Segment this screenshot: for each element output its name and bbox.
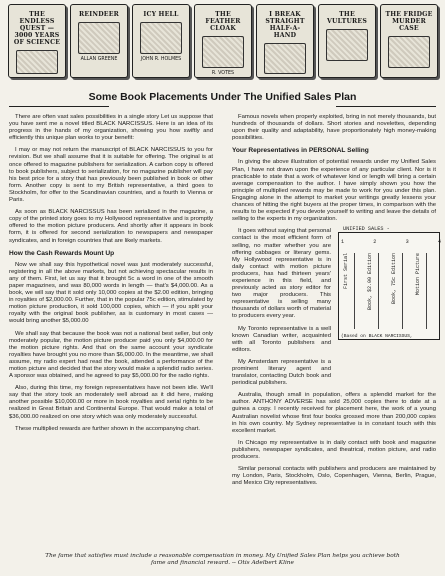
body-paragraph: In giving the above illustration of potential rewards under my Unified Sales Plan, I have not drawn upon the experience of any particular client. Nor is it practicable to state that a work of whatever kind or length will bring a certain average compensation to the author. I have simply shown you how the principle of multiplied rewards may be made to work for you under this plan. Engaging alone in the attempt to market your writings greatly lessens your chances of hitting the right buyers at the proper times, in comparison with the results to be expected if you devote yourself to writing and leave the details of selling to the experts in my organization. xyxy=(232,159,436,223)
chart-title: UNIFIED SALES - xyxy=(343,226,390,232)
book-illustration xyxy=(388,36,430,68)
body-paragraph: There are often vast sales possibilities in a single story Let us suppose that you have sent me a novel titled BLACK NARCISSUS. Here is an idea of its progress in the hands of my organization, showing you how swiftly and efficiently this unique plan works to your benefit: xyxy=(9,114,213,142)
headline-rule-left xyxy=(9,106,109,107)
chart-number: 1 xyxy=(341,239,345,245)
section-heading: How the Cash Rewards Mount Up xyxy=(9,249,115,257)
book-author: ALLAN GREENE xyxy=(80,57,118,62)
book-title: THE VULTURES xyxy=(327,11,367,25)
book-author: JOHN R. HOLMES xyxy=(140,57,182,62)
book-cover xyxy=(380,4,438,78)
body-paragraph: Famous novels when properly exploited, bring in not merely thousands, but hundreds of thousands of dollars. Short stories and novelettes, depending upon their quality and adaptability, have proportionately high money-making possibilities. xyxy=(232,114,436,142)
chart-column-label: First Serial xyxy=(343,253,355,329)
body-paragraph: We shall say that because the book was not a national best seller, but only moderately popular, the motion picture producer paid you only $4,000.00 for the motion picture rights. And that on the same account your syndicate royalties have brought you no more than $6,000.00. In the meantime, we shall assume, my radio expert had read the book, attended a performance of the motion picture and decided that the story would make a splendid radio series. A sponsor was obtained, and he agreed to pay $5,000.00 for the radio rights. xyxy=(9,330,213,380)
body-paragraph: My Toronto representative is a well known Canadian writer, acquainted with all Toronto publishers and editors. xyxy=(232,325,331,353)
book-illustration xyxy=(264,43,306,74)
book-cover xyxy=(256,4,314,78)
book-title: THE ENDLESS QUEST — 3000 YEARS OF SCIENCE xyxy=(13,11,61,46)
book-cover xyxy=(318,4,376,78)
chart-number: 4 xyxy=(437,239,441,245)
section-heading: Your Representatives in PERSONAL Selling xyxy=(232,147,369,155)
book-cover xyxy=(8,4,66,78)
book-illustration xyxy=(202,36,244,68)
chart-number: 2 xyxy=(373,239,377,245)
closing-quote: The fame that satisfies must include a reasonable compensation in money. My Unified Sales Plan helps you achieve both fame and financial reward. -- Otis Adelbert Kline xyxy=(45,553,400,566)
body-paragraph: These multiplied rewards are further shown in the accompanying chart. xyxy=(15,425,200,432)
book-title: I BREAK STRAIGHT HALF-A-HAND xyxy=(265,11,305,39)
body-paragraph: Australia, though small in population, offers a splendid market for the author. ANTHONY ADVERSE has sold 25,000 copies there to date at a guinea a copy. I recently received for placement here, the work of a young Australian novelist whose first four books grossed more than 200,000 copies in his own country. My Sydney representative is in constant touch with this excellent market. xyxy=(232,392,436,434)
book-title: REINDEER xyxy=(79,11,119,18)
book-cover xyxy=(194,4,252,78)
body-paragraph: In Chicago my representative is in daily contact with book and magazine publishers, newspaper syndicates, and theatrical, motion picture, and radio producers. xyxy=(232,439,436,461)
body-paragraph: Also, during this time, my foreign representatives have not been idle. We'll say that the story took an moderately well abroad as it did here, making another possible $10,000.00 or more in book royalties and serial rights to be realized in Great Britain and Continental Europe. That would make a total of $36,000.00 realized on one story which was only moderately successful. xyxy=(9,385,213,420)
book-cover xyxy=(70,4,128,78)
book-title: THE FEATHER CLOAK xyxy=(205,11,241,32)
left-column xyxy=(9,114,213,438)
body-paragraph: Similar personal contacts with publishers and producers are maintained by my London, Paris, Stockholm, Oslo, Copenhagen, Vienna, Berlin, Prague, and Mexico City representatives. xyxy=(232,466,436,487)
chart-number: 3 xyxy=(405,239,409,245)
chart-number-row xyxy=(341,239,441,245)
body-paragraph: I may or may not return the manuscript of BLACK NARCISSUS to you for revision. But we shall assume that it is suitable for offering. The original is at once offered to magazine publishers for serialization. A carbon copy is offered to book publishers, subject to serialization, for no magazine publisher will pay his best price for a story that has previously been published in book or other form. Another copy is sent to my British representative, a third goes to Stockholm, for offer to the Scandinavian countries, and a fourth to Vienna or Paris. xyxy=(9,147,213,204)
page-headline: Some Book Placements Under The Unified Sales Plan xyxy=(88,91,357,103)
body-paragraph: My Amsterdam representative is a prominent literary agent and translator, contacting Dutch book and periodical publishers. xyxy=(232,358,331,387)
book-covers-row xyxy=(8,4,438,82)
headline-rule-right xyxy=(336,106,436,107)
chart-column-label: Book, 75c Edition xyxy=(391,253,403,329)
body-paragraph: Now we shall say this hypothetical novel was just moderately successful, registering in all the above markets, but not achieving spectacular results in any of them. First, let us say that it brought 5c a word in one of the smooth paper magazines, and was 80,000 words in length — that's $4,000.00. As a book, we will say that it sold only 10,000 copies at the $2.00 edition, bringing in royalties of $2,000.00. Further, that in the popular 75c edition, stimulated by motion picture production, it sold 100,000 copies, which — if you split your royalty with the original book publisher, as is customary in most cases — would bring another $5,000.00 xyxy=(9,261,213,325)
book-illustration xyxy=(16,50,58,74)
book-title: ICY HELL xyxy=(143,11,179,18)
book-illustration xyxy=(326,29,368,61)
chart-column-label: Book, $2.00 Edition xyxy=(367,253,379,329)
book-cover xyxy=(132,4,190,78)
chart-column-label: Motion Picture xyxy=(415,253,427,329)
unified-sales-chart xyxy=(338,226,441,340)
body-paragraph: As soon as BLACK NARCISSUS has been serialized in the magazine, a copy of the printed story goes to my Hollywood representative and is promptly offered to the motion picture producers. And shortly after it appears in book form, it is offered for second serialization to newspapers and newspaper syndicates, and in foreign countries that are likely markets. xyxy=(9,209,213,244)
chart-footnote: (Based on BLACK NARCISSUS, xyxy=(341,334,413,339)
body-paragraph: It goes without saying that personal contact is the most efficient form of selling, no matter whether you are offering cabbages or literary gems. My Hollywood representative is in daily contact with motion picture producers, has had thirteen years' experience in this field, and previously acted as story editor for two major producers. This representative is selling many thousands of dollars worth of material to producers every year. xyxy=(232,228,331,320)
book-illustration xyxy=(140,22,182,54)
book-illustration xyxy=(78,22,120,54)
book-title: THE FRIDGE MURDER CASE xyxy=(385,11,433,32)
book-author: R. VOTES xyxy=(211,71,235,76)
